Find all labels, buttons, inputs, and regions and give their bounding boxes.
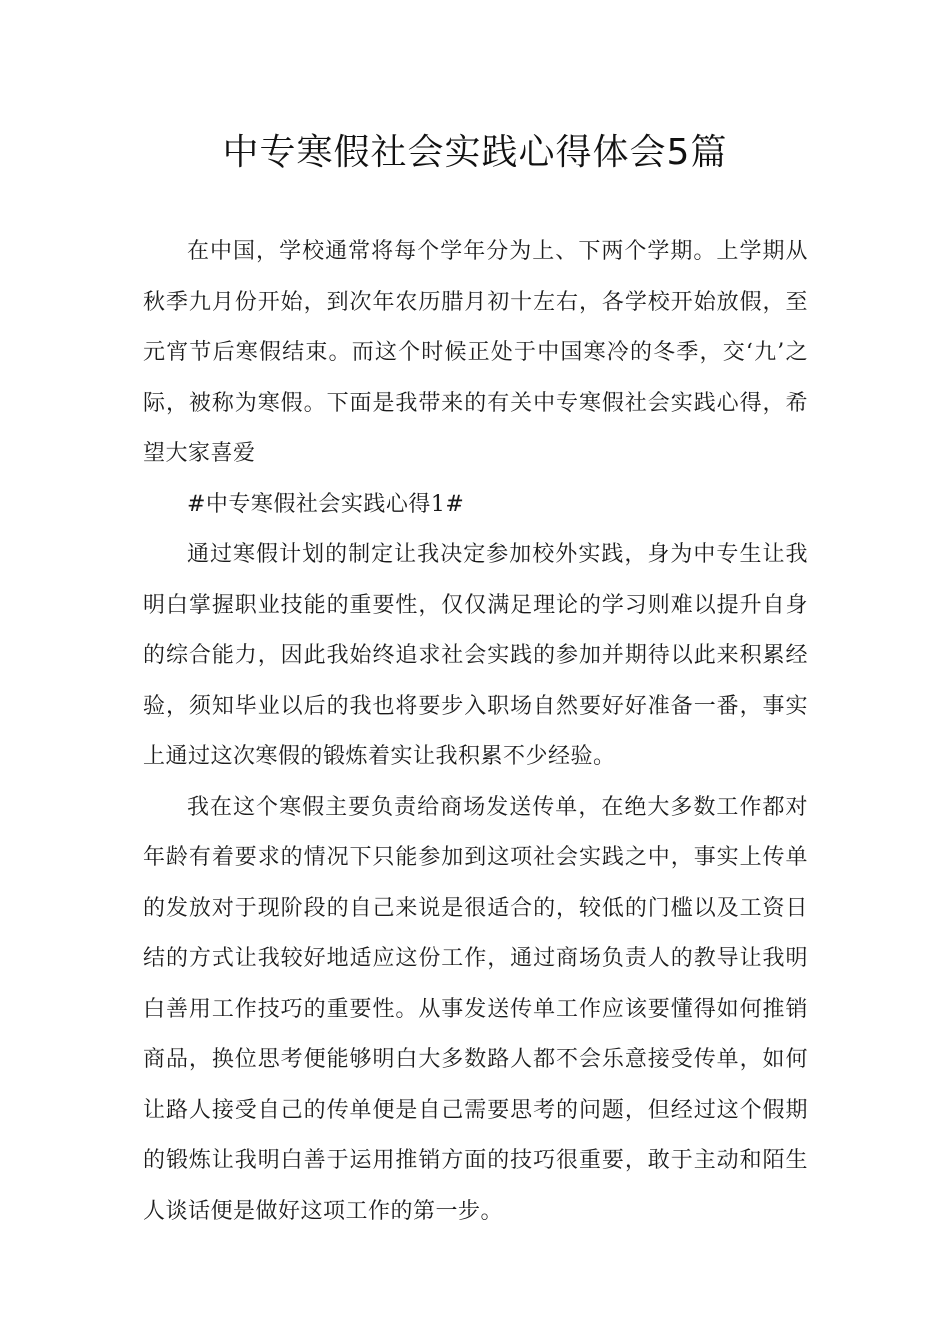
intro-paragraph: 在中国，学校通常将每个学年分为上、下两个学期。上学期从秋季九月份开始，到次年农历腊月初十左右，各学校开始放假，至元宵节后寒假结束。而这个时候正处于中国寒冷的冬季，交‘九’之际，被称为寒假。下面是我带来的有关中专寒假社会实践心得，希望大家喜爱 xyxy=(143,239,808,466)
section-heading: #中专寒假社会实践心得1# xyxy=(187,491,465,517)
document-title: 中专寒假社会实践心得体会5篇 xyxy=(222,132,728,173)
document-body xyxy=(143,227,808,1237)
body-paragraph: 通过寒假计划的制定让我决定参加校外实践，身为中专生让我明白掌握职业技能的重要性，仅仅满足理论的学习则难以提升自身的综合能力，因此我始终追求社会实践的参加并期待以此来积累经验，须知毕业以后的我也将要步入职场自然要好好准备一番，事实上通过这次寒假的锻炼着实让我积累不少经验。 xyxy=(143,542,808,769)
body-paragraph: 我在这个寒假主要负责给商场发送传单，在绝大多数工作都对年龄有着要求的情况下只能参加到这项社会实践之中，事实上传单的发放对于现阶段的自己来说是很适合的，较低的门槛以及工资日结的方式让我较好地适应这份工作，通过商场负责人的教导让我明白善用工作技巧的重要性。从事发送传单工作应该要懂得如何推销商品，换位思考便能够明白大多数路人都不会乐意接受传单，如何让路人接受自己的传单便是自己需要思考的问题，但经过这个假期的锻炼让我明白善于运用推销方面的技巧很重要，敢于主动和陌生人谈话便是做好这项工作的第一步。 xyxy=(143,794,808,1224)
